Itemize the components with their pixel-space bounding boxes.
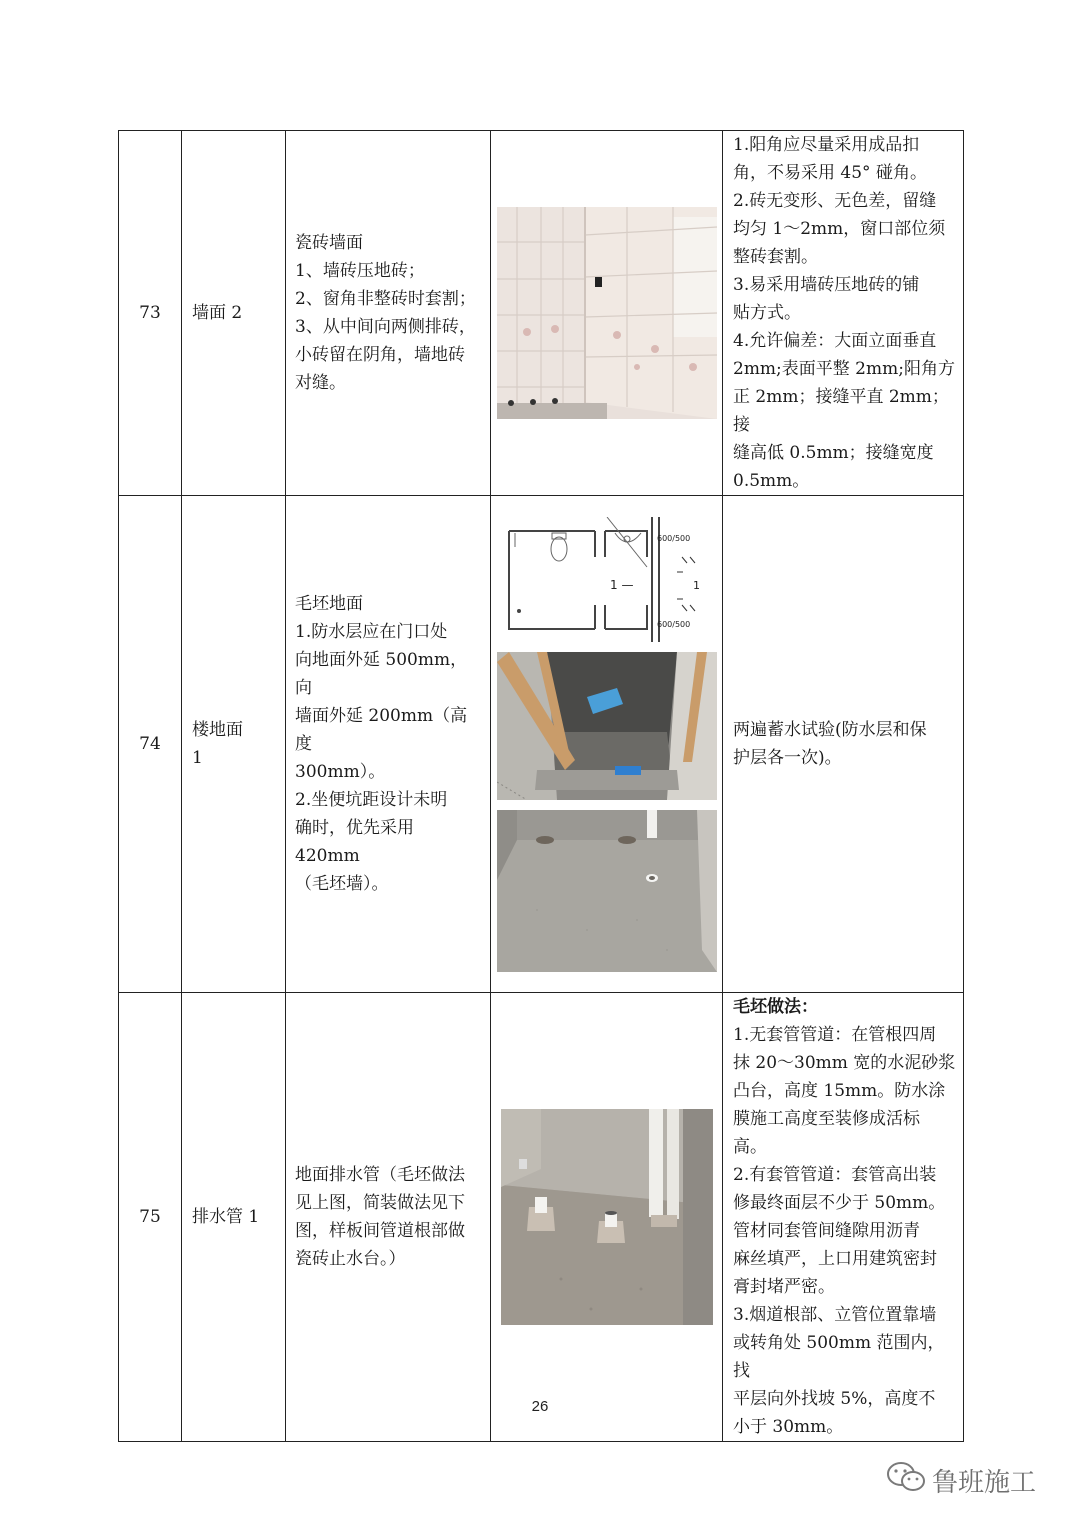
description-line: 瓷砖止水台。） <box>295 1249 406 1269</box>
standard-line: 2mm;表面平整 2mm;阳角方 <box>733 359 955 379</box>
acceptance-standard <box>723 993 964 1442</box>
row-number: 74 <box>119 496 182 993</box>
standard-line: 3.烟道根部、立管位置靠墙 <box>733 1305 937 1325</box>
acceptance-standard <box>723 496 964 993</box>
photo-cell <box>491 993 723 1442</box>
spec-table <box>118 130 964 1442</box>
tile-wall-photo <box>497 207 717 419</box>
table-row <box>119 131 964 496</box>
standard-line: 膏封堵严密。 <box>733 1277 835 1297</box>
item-description <box>286 993 491 1442</box>
photo-cell <box>491 131 723 496</box>
description-line: 1、墙砖压地砖； <box>295 261 425 281</box>
description-line: 2.坐便坑距设计未明 <box>295 790 448 810</box>
standard-line: 平层向外找坡 5%，高度不 <box>733 1389 936 1409</box>
standard-line: 3.易采用墙砖压地砖的铺 <box>733 275 920 295</box>
item-name: 墙面 2 <box>182 131 286 496</box>
item-name <box>182 496 286 993</box>
description-line: 瓷砖墙面 <box>295 233 363 253</box>
description-line: 小砖留在阴角，墙地砖 <box>295 345 465 365</box>
item-description <box>286 131 491 496</box>
photo-cell <box>491 496 723 993</box>
acceptance-standard <box>723 131 964 496</box>
drawing-mark: 1 <box>692 578 700 592</box>
standard-line: 贴方式。 <box>733 303 801 323</box>
drawing-dimension: 600/500 <box>656 619 690 629</box>
standard-line: 2.有套管管道：套管高出装 <box>733 1165 937 1185</box>
standard-line: 凸台，高度 15mm。防水涂 <box>733 1081 946 1101</box>
standard-line: 膜施工高度至装修成活标 <box>733 1109 920 1129</box>
description-line: 向地面外延 500mm，向 <box>295 650 468 698</box>
table-row <box>119 993 964 1442</box>
item-name: 排水管 1 <box>182 993 286 1442</box>
standard-line: 正 2mm；接缝平直 2mm；接 <box>733 387 949 435</box>
wechat-icon <box>886 1460 926 1501</box>
standard-line: 均匀 1～2mm，窗口部位须 <box>733 219 946 239</box>
standard-line: 高。 <box>733 1137 767 1157</box>
description-line: 墙面外延 200mm（高度 <box>295 706 468 754</box>
doorway-waterproofing-photo <box>497 652 717 800</box>
item-name-line: 1 <box>192 748 203 768</box>
standard-line: 两遍蓄水试验(防水层和保 <box>733 720 927 740</box>
description-line: 2、窗角非整砖时套割； <box>295 289 476 309</box>
standard-line: 4.允许偏差：大面立面垂直 <box>733 331 937 351</box>
description-line: （毛坯墙）。 <box>295 874 389 894</box>
watermark-text: 鲁班施工 <box>932 1467 1037 1498</box>
standard-heading: 毛坯做法： <box>733 997 818 1017</box>
description-line: 图，样板间管道根部做 <box>295 1221 465 1241</box>
standard-line: 护层各一次)。 <box>733 748 842 768</box>
standard-line: 管材同套管间缝隙用沥青 <box>733 1221 920 1241</box>
standard-line: 抹 20～30mm 宽的水泥砂浆 <box>733 1053 956 1073</box>
page-number: 26 <box>531 1398 549 1415</box>
description-line: 地面排水管（毛坯做法 <box>295 1165 465 1185</box>
row-number: 75 <box>119 993 182 1442</box>
description-line: 毛坯地面 <box>295 594 363 614</box>
standard-line: 整砖套割。 <box>733 247 818 267</box>
description-line: 1.防水层应在门口处 <box>295 622 448 642</box>
standard-line: 缝高低 0.5mm；接缝宽度 <box>733 443 934 463</box>
watermark <box>886 1460 1036 1500</box>
standard-line: 或转角处 500mm 范围内，找 <box>733 1333 945 1381</box>
standard-line: 2.砖无变形、无色差，留缝 <box>733 191 937 211</box>
standard-line: 0.5mm。 <box>733 471 810 491</box>
drain-pipe-photo <box>501 1109 713 1325</box>
standard-line: 角，不易采用 45° 碰角。 <box>733 163 927 183</box>
description-line: 300mm）。 <box>295 762 386 782</box>
standard-line: 小于 30mm。 <box>733 1417 844 1437</box>
description-line: 确时，优先采用 420mm <box>295 818 414 866</box>
standard-line: 1.阳角应尽量采用成品扣 <box>733 135 920 155</box>
item-description <box>286 496 491 993</box>
standard-line: 修最终面层不少于 50mm。 <box>733 1193 946 1213</box>
bathroom-plan-drawing <box>497 517 717 642</box>
description-line: 对缝。 <box>295 373 346 393</box>
drawing-mark: 1 — <box>609 577 633 592</box>
description-line: 3、从中间向两侧排砖， <box>295 317 476 337</box>
drawing-dimension: 600/500 <box>656 533 690 543</box>
standard-line: 1.无套管管道：在管根四周 <box>733 1025 937 1045</box>
item-name-line: 楼地面 <box>192 720 243 740</box>
row-number: 73 <box>119 131 182 496</box>
table-row <box>119 496 964 993</box>
floor-waterproofing-photo <box>497 810 717 972</box>
standard-line: 麻丝填严，上口用建筑密封 <box>733 1249 937 1269</box>
description-line: 见上图，简装做法见下 <box>295 1193 465 1213</box>
